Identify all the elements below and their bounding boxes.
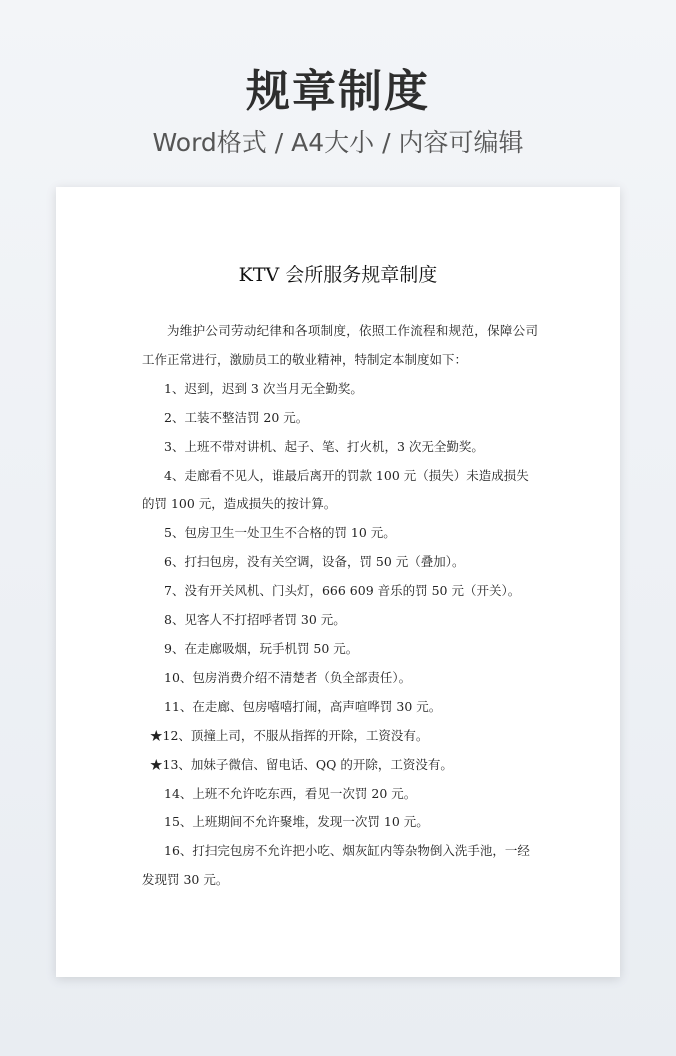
rule-item-7: 7、没有开关风机、门头灯，666 609 音乐的罚 50 元（开关）。 (164, 583, 521, 599)
document-page (56, 187, 620, 977)
rule-item-2: 2、工装不整洁罚 20 元。 (164, 409, 309, 425)
rule-item-14: 14、上班不允许吃东西，看见一次罚 20 元。 (164, 785, 417, 801)
rule-item-15: 15、上班期间不允许聚堆，发现一次罚 10 元。 (164, 814, 429, 830)
rule-item-13: ★13、加妹子微信、留电话、QQ 的开除，工资没有。 (150, 756, 453, 772)
rule-item-12: ★12、顶撞上司，不服从指挥的开除，工资没有。 (150, 727, 429, 743)
page-header (0, 62, 676, 162)
rule-item-9: 9、在走廊吸烟，玩手机罚 50 元。 (164, 640, 359, 656)
rule-item-1: 1、迟到，迟到 3 次当月无全勤奖。 (164, 380, 363, 396)
document-title: KTV 会所服务规章制度 (238, 264, 438, 286)
page-subtitle: Word格式 / A4大小 / 内容可编辑 (152, 128, 524, 157)
rule-item-6: 6、打扫包房，没有关空调，设备，罚 50 元（叠加）。 (164, 554, 465, 570)
rule-item-11: 11、在走廊、包房嘻嘻打闹，高声喧哗罚 30 元。 (164, 698, 442, 714)
rule-item-10: 10、包房消费介绍不清楚者（负全部责任）。 (164, 669, 412, 685)
rule-item-3: 3、上班不带对讲机、起子、笔、打火机，3 次无全勤奖。 (164, 438, 484, 454)
rule-item-5: 5、包房卫生一处卫生不合格的罚 10 元。 (164, 525, 396, 541)
document-body (142, 317, 538, 895)
document-intro: 为维护公司劳动纪律和各项制度，依照工作流程和规范，保障公司工作正常进行，激励员工的敬业精神，特制定本制度如下： (142, 323, 538, 367)
page-title: 规章制度 (246, 66, 430, 117)
rule-item-4: 4、走廊看不见人，谁最后离开的罚款 100 元（损失）未造成损失的罚 100 元，造成损失的按计算。 (142, 467, 529, 512)
rule-item-8: 8、见客人不打招呼者罚 30 元。 (164, 612, 346, 628)
rule-item-16: 16、打扫完包房不允许把小吃、烟灰缸内等杂物倒入洗手池，一经发现罚 30 元。 (142, 843, 530, 888)
